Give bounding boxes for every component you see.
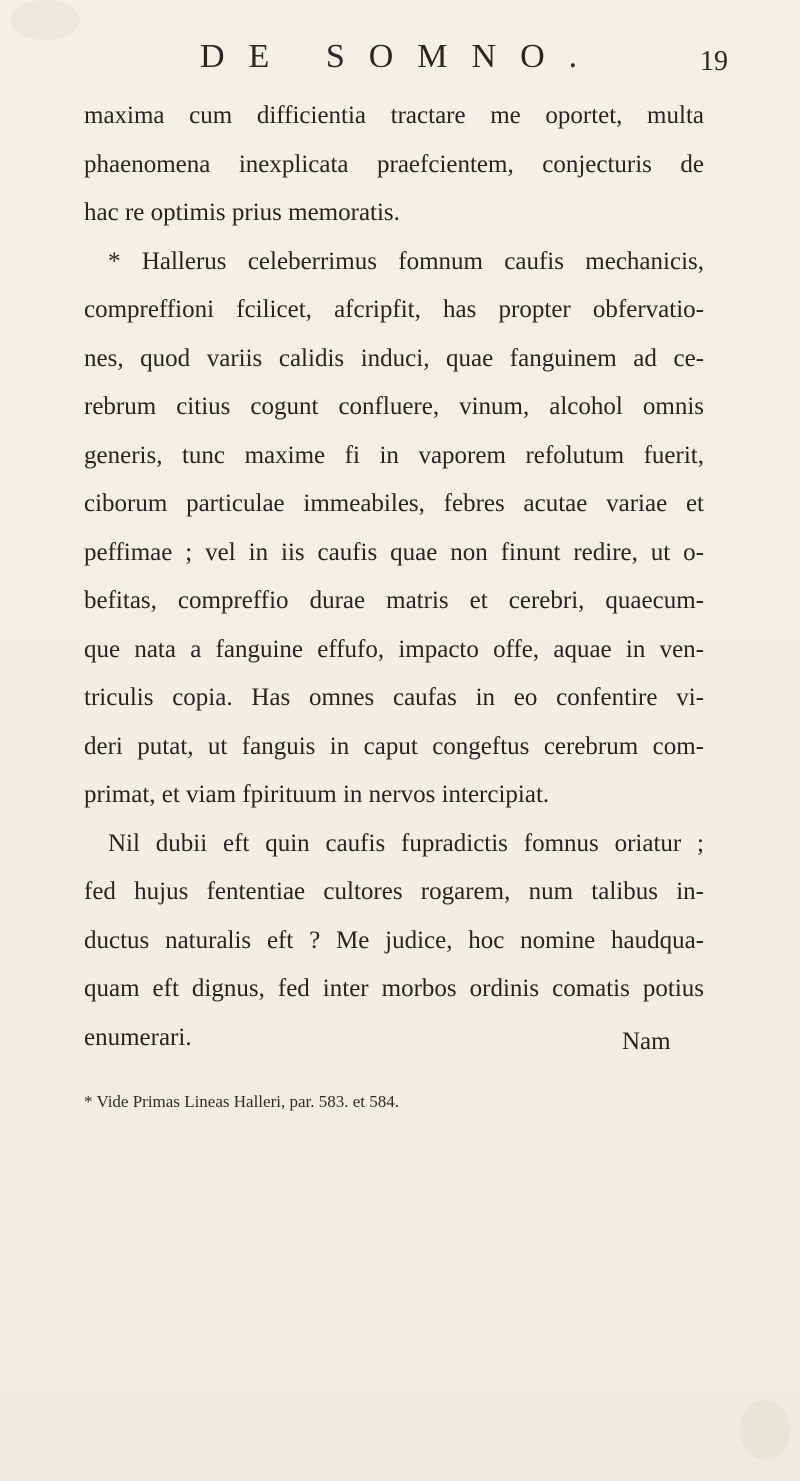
text-line: hac re optimis prius memoratis. — [84, 199, 400, 226]
paper-stain — [740, 1400, 790, 1460]
text-line: fed hujus fententiae cultores rogarem, num talibus in- — [84, 878, 704, 905]
text-line: compreffioni fcilicet, afcripfit, has propter obfervatio- — [84, 296, 704, 323]
catchword: Nam — [622, 1028, 671, 1055]
text-line: enumerari. — [84, 1023, 192, 1051]
text-line: deri putat, ut fanguis in caput congeftus cerebrum com- — [84, 732, 704, 760]
text-line: maxima cum difficientia tractare me oportet, multa — [84, 102, 704, 129]
text-line: phaenomena inexplicata praefcientem, conjecturis de — [84, 150, 704, 178]
text-line: Nil dubii eft quin caufis fupradictis fomnus oriatur ; — [108, 829, 704, 857]
text-line: ductus naturalis eft ? Me judice, hoc nomine haudqua- — [84, 926, 704, 954]
text-line: triculis copia. Has omnes caufas in eo confentire vi- — [84, 684, 704, 711]
text-line: befitas, compreffio durae matris et cerebri, quaecum- — [84, 587, 704, 614]
running-title: DE SOMNO. — [200, 38, 602, 75]
text-line: generis, tunc maxime fi in vaporem refolutum fuerit, — [84, 441, 704, 469]
footnote — [84, 1092, 399, 1112]
text-line: rebrum citius cogunt confluere, vinum, alcohol omnis — [84, 393, 704, 420]
body-text — [84, 92, 704, 1062]
page-number: 19 — [700, 46, 728, 77]
page-header — [0, 28, 800, 88]
text-line: ciborum particulae immeabiles, febres acutae variae et — [84, 490, 704, 517]
text-line: que nata a fanguine effufo, impacto offe, aquae in ven- — [84, 635, 704, 663]
text-line: primat, et viam fpirituum in nervos intercipiat. — [84, 781, 550, 808]
text-line: quam eft dignus, fed inter morbos ordinis comatis potius — [84, 975, 704, 1002]
text-line: nes, quod variis calidis induci, quae fanguinem ad ce- — [84, 344, 704, 372]
footnote-text: * Vide Primas Lineas Halleri, par. 583. et 584. — [84, 1092, 399, 1111]
text-line: * Hallerus celeberrimus fomnum caufis mechanicis, — [108, 247, 704, 275]
text-line: peffimae ; vel in iis caufis quae non finunt redire, ut o- — [84, 538, 704, 566]
